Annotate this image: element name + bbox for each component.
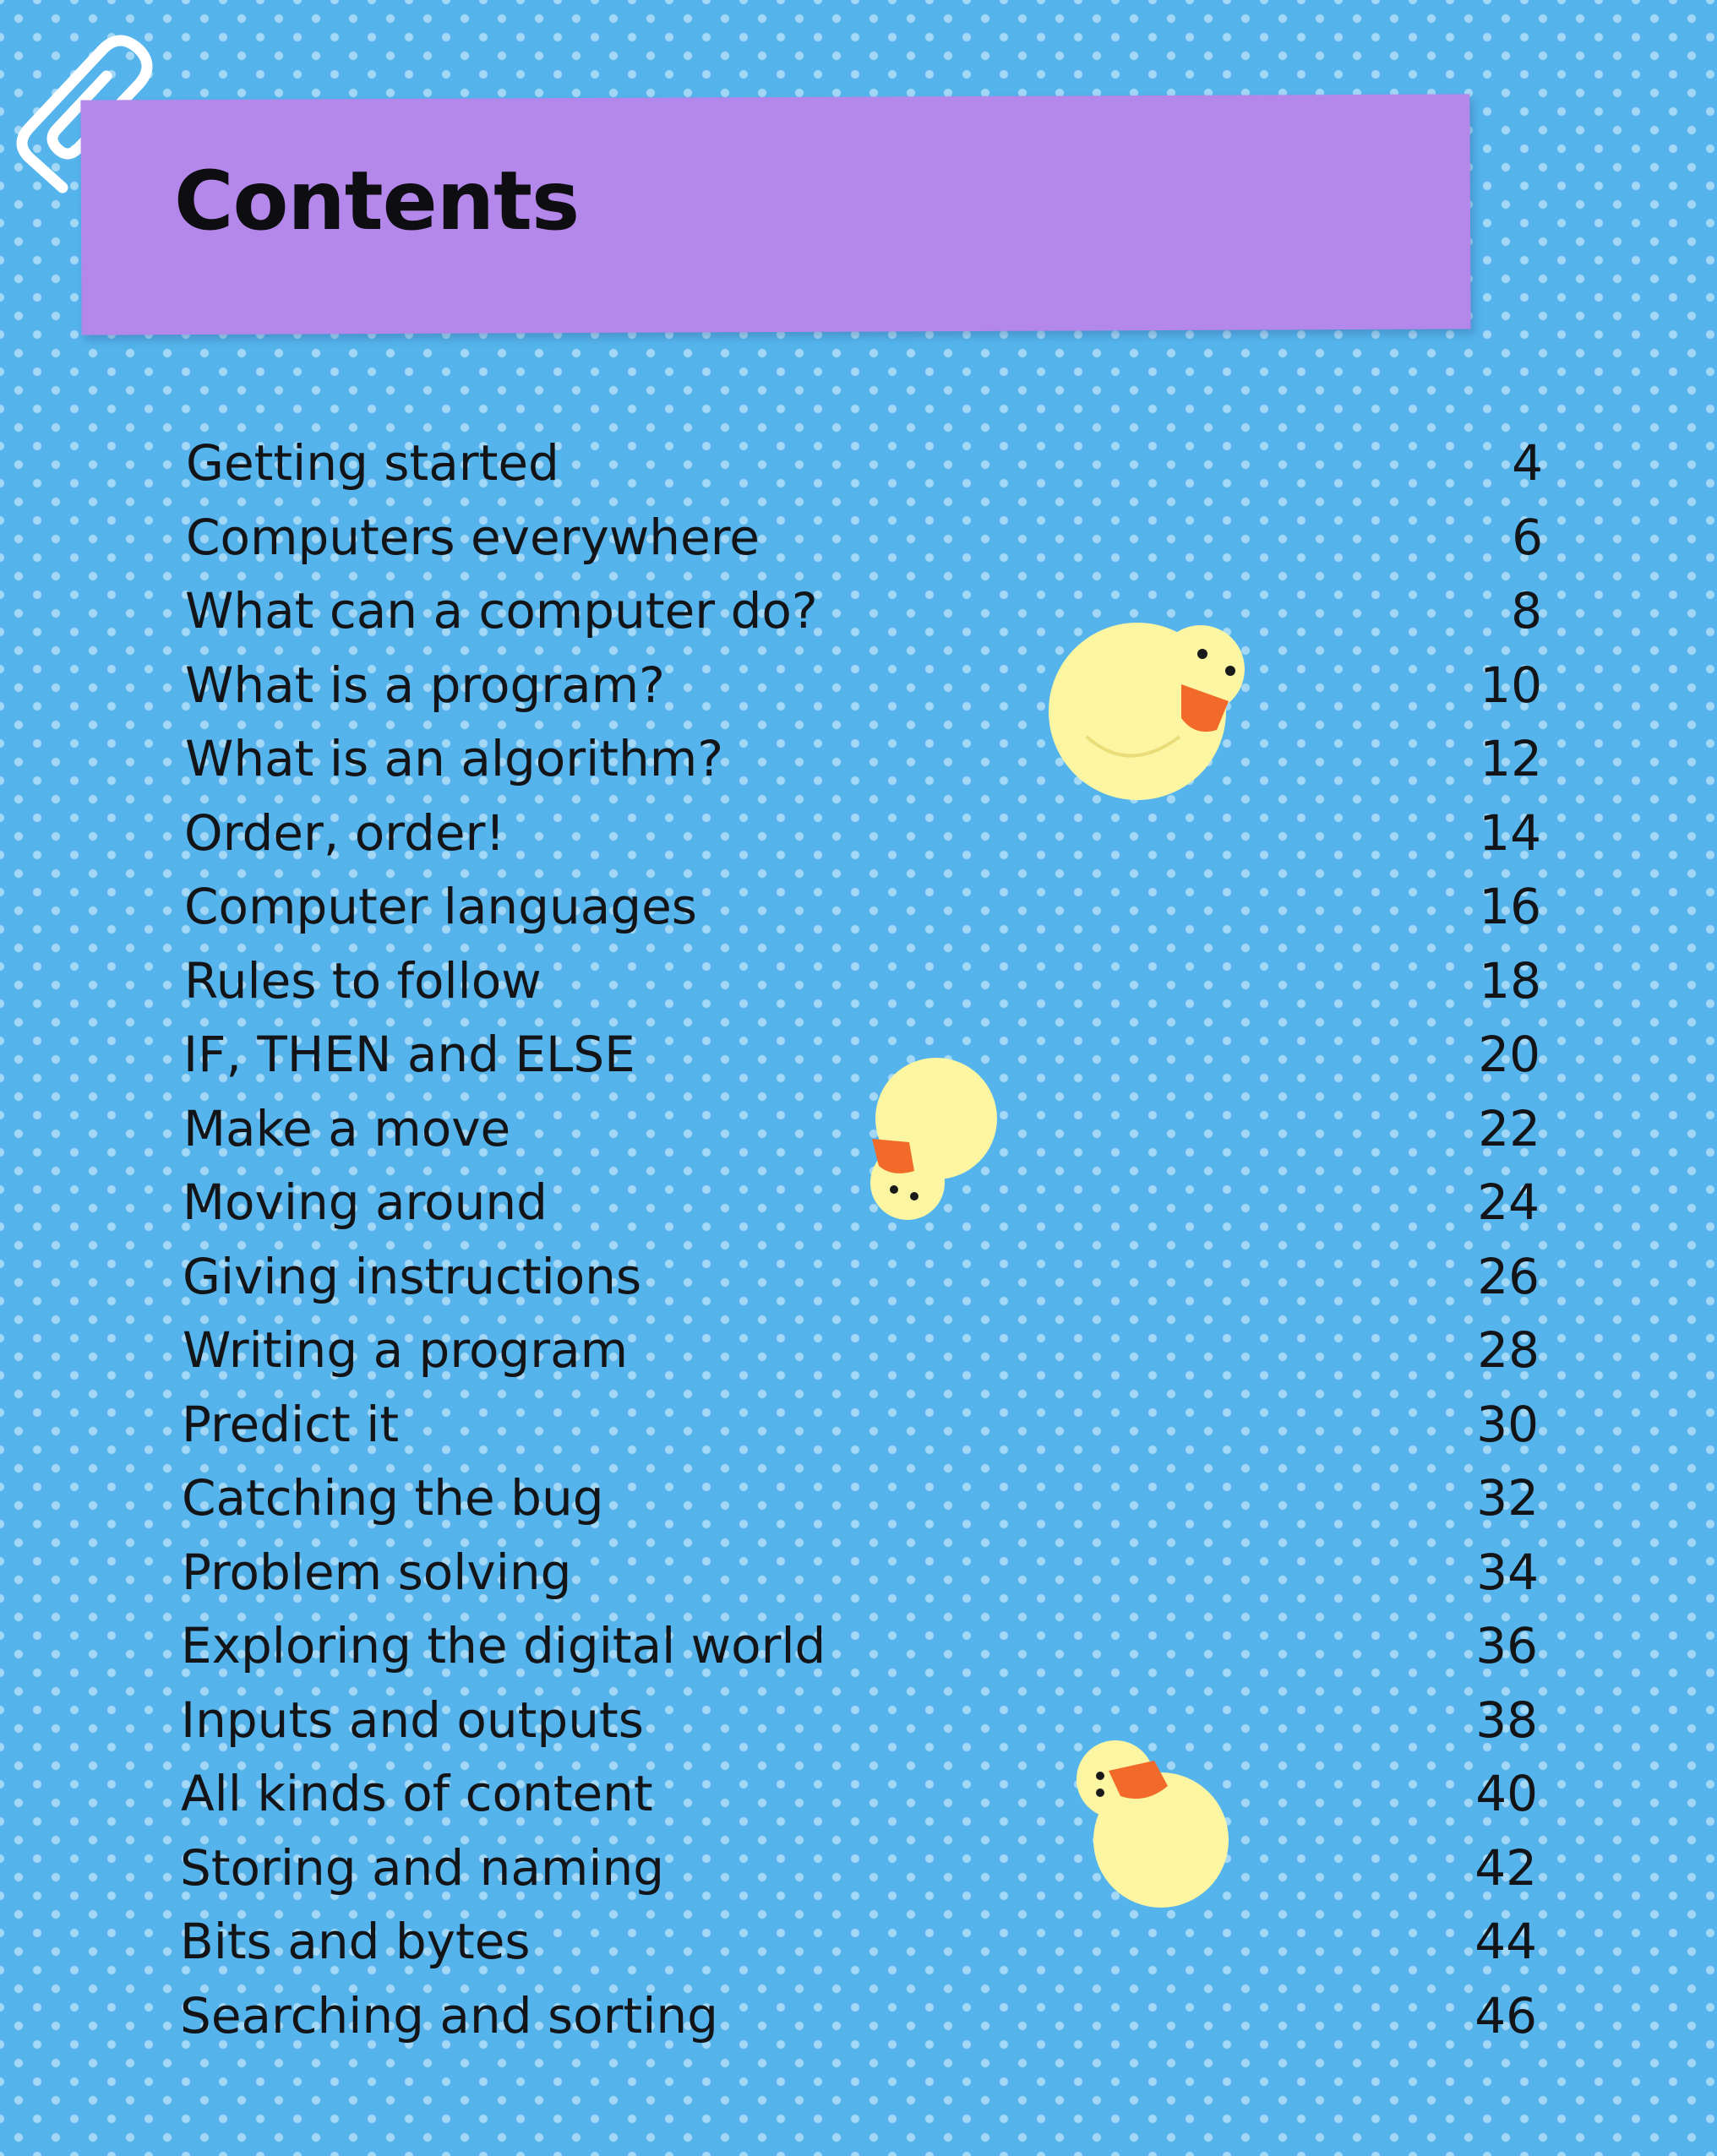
toc-entry-page-number: 34 <box>1476 1543 1539 1601</box>
toc-entry-title: Make a move <box>183 1099 511 1157</box>
toc-entry-title: Problem solving <box>182 1543 572 1601</box>
toc-entry-page-number: 36 <box>1475 1617 1538 1674</box>
toc-entry-title: Writing a program <box>183 1321 629 1379</box>
toc-entry-title: What is a program? <box>185 656 665 714</box>
toc-entry <box>186 426 1543 500</box>
toc-entry-title: Predict it <box>182 1395 400 1453</box>
toc-entry-title: Storing and naming <box>180 1838 665 1897</box>
page-title: Contents <box>174 154 580 248</box>
toc-entry-title: Bits and bytes <box>180 1913 531 1970</box>
toc-entry-page-number: 30 <box>1476 1395 1539 1453</box>
toc-entry-title: What is an algorithm? <box>185 730 724 787</box>
toc-entry-page-number: 22 <box>1478 1099 1540 1157</box>
toc-entry-page-number: 46 <box>1474 1986 1537 2044</box>
toc-entry-title: What can a computer do? <box>185 582 818 640</box>
toc-entry-title: All kinds of content <box>181 1765 653 1822</box>
toc-entry-title: Order, order! <box>184 803 505 862</box>
toc-entry-title: Inputs and outputs <box>181 1690 644 1749</box>
toc-entry-page-number: 8 <box>1511 582 1542 640</box>
toc-entry-page-number: 18 <box>1479 951 1541 1010</box>
toc-entry-title: IF, THEN and ELSE <box>183 1026 635 1083</box>
toc-entry-page-number: 24 <box>1477 1173 1540 1231</box>
toc-entry-page-number: 10 <box>1480 656 1542 714</box>
toc-entry <box>184 796 1541 870</box>
toc-entry-page-number: 42 <box>1474 1838 1537 1897</box>
toc-entry-title: Giving instructions <box>183 1247 642 1305</box>
toc-entry-title: Exploring the digital world <box>181 1617 826 1674</box>
toc-entry-title: Searching and sorting <box>180 1986 718 2044</box>
toc-entry-page-number: 20 <box>1478 1026 1540 1083</box>
toc-entry-page-number: 26 <box>1477 1247 1540 1305</box>
toc-entry <box>181 1756 1538 1831</box>
toc-entry-page-number: 44 <box>1474 1913 1537 1970</box>
toc-entry-page-number: 40 <box>1475 1765 1538 1822</box>
toc-entry-page-number: 32 <box>1476 1469 1539 1527</box>
toc-entry <box>180 1979 1537 2053</box>
toc-entry-page-number: 16 <box>1479 878 1541 935</box>
toc-entry <box>182 1461 1539 1535</box>
toc-entry <box>185 648 1542 722</box>
toc-entry <box>180 1831 1537 1905</box>
toc-entry-title: Computers everywhere <box>186 508 760 566</box>
toc-entry <box>183 1239 1540 1314</box>
toc-entry-title: Catching the bug <box>182 1469 604 1527</box>
toc-entry-title: Rules to follow <box>184 951 542 1010</box>
toc-entry <box>186 500 1543 574</box>
rubber-duck-icon <box>1036 610 1256 804</box>
toc-entry-title: Moving around <box>183 1173 548 1231</box>
toc-entry <box>183 1313 1540 1387</box>
rubber-duck-icon <box>855 1058 1000 1227</box>
toc-entry <box>185 574 1542 648</box>
toc-entry <box>182 1535 1539 1609</box>
toc-entry <box>180 1904 1537 1979</box>
toc-entry <box>182 1387 1539 1462</box>
toc-entry <box>185 721 1542 796</box>
toc-entry <box>181 1683 1538 1757</box>
toc-entry-page-number: 12 <box>1480 730 1542 787</box>
toc-entry-title: Computer languages <box>184 878 698 935</box>
toc-entry <box>184 869 1541 944</box>
toc-entry-page-number: 4 <box>1512 434 1543 492</box>
toc-entry-page-number: 6 <box>1512 508 1543 566</box>
toc-entry-page-number: 38 <box>1475 1690 1538 1749</box>
toc-entry <box>184 944 1541 1018</box>
toc-entry-page-number: 14 <box>1479 803 1541 862</box>
toc-entry-title: Getting started <box>186 434 559 492</box>
toc-entry-page-number: 28 <box>1477 1321 1540 1379</box>
toc-entry <box>181 1609 1538 1683</box>
rubber-duck-icon <box>1066 1739 1229 1909</box>
